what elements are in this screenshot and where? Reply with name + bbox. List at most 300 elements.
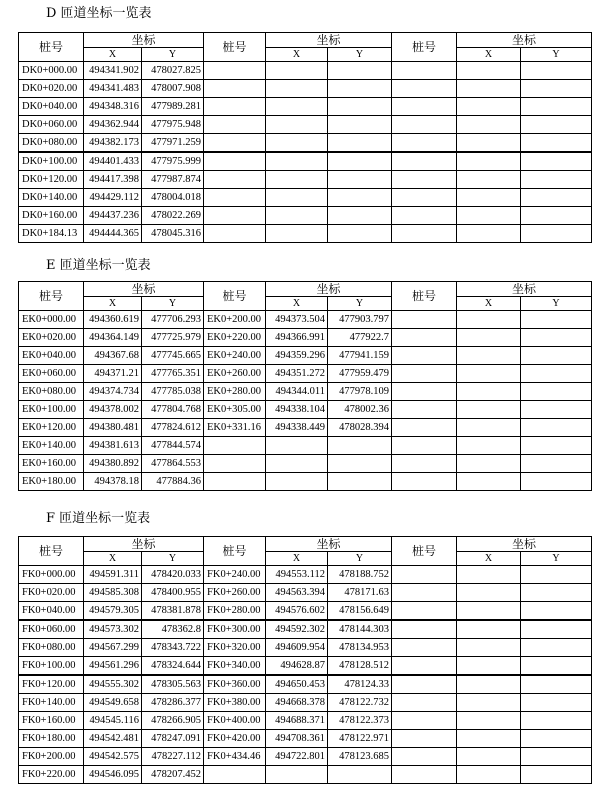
- x-cell: 494378.002: [84, 401, 142, 419]
- stake-cell: EK0+160.00: [19, 455, 84, 473]
- empty-cell: [521, 98, 592, 116]
- empty-cell: [521, 365, 592, 383]
- empty-cell: [392, 329, 457, 347]
- stake-cell: FK0+400.00: [204, 712, 266, 730]
- empty-cell: [457, 748, 521, 766]
- stake-cell: FK0+300.00: [204, 620, 266, 639]
- stake-cell: FK0+260.00: [204, 584, 266, 602]
- x-cell: 494381.613: [84, 437, 142, 455]
- empty-cell: [392, 152, 457, 171]
- y-cell: 478247.091: [142, 730, 204, 748]
- stake-cell: DK0+120.00: [19, 171, 84, 189]
- empty-cell: [457, 473, 521, 491]
- stake-cell: [204, 80, 266, 98]
- y-cell: 478122.373: [328, 712, 392, 730]
- x-cell: 494555.302: [84, 675, 142, 694]
- coord-header: 坐标: [84, 282, 204, 297]
- table-row: [19, 171, 592, 189]
- empty-cell: [392, 347, 457, 365]
- stake-cell: DK0+080.00: [19, 134, 84, 153]
- empty-cell: [392, 455, 457, 473]
- x-cell: [266, 225, 328, 243]
- empty-cell: [457, 602, 521, 621]
- y-cell: 478362.8: [142, 620, 204, 639]
- empty-cell: [457, 225, 521, 243]
- table-row: [19, 657, 592, 676]
- stake-cell: FK0+340.00: [204, 657, 266, 676]
- x-cell: 494380.481: [84, 419, 142, 437]
- table-row: [19, 80, 592, 98]
- y-cell: 478124.33: [328, 675, 392, 694]
- x-cell: 494364.149: [84, 329, 142, 347]
- empty-cell: [457, 62, 521, 80]
- table-row: [19, 98, 592, 116]
- table-row: [19, 584, 592, 602]
- stake-header: 桩号: [392, 537, 457, 566]
- x-cell: 494374.734: [84, 383, 142, 401]
- empty-cell: [521, 383, 592, 401]
- empty-cell: [457, 584, 521, 602]
- y-cell: [328, 134, 392, 153]
- table-row: [19, 712, 592, 730]
- stake-cell: FK0+020.00: [19, 584, 84, 602]
- y-cell: 477804.768: [142, 401, 204, 419]
- x-cell: [266, 207, 328, 225]
- stake-cell: FK0+180.00: [19, 730, 84, 748]
- x-cell: 494359.296: [266, 347, 328, 365]
- x-cell: 494373.504: [266, 311, 328, 329]
- x-header: X: [84, 48, 142, 62]
- x-cell: 494341.902: [84, 62, 142, 80]
- y-cell: 478002.36: [328, 401, 392, 419]
- stake-header: 桩号: [204, 282, 266, 311]
- table-row: [19, 365, 592, 383]
- y-cell: 478004.018: [142, 189, 204, 207]
- y-cell: 477745.665: [142, 347, 204, 365]
- stake-header: 桩号: [392, 33, 457, 62]
- table-row: [19, 225, 592, 243]
- empty-cell: [457, 189, 521, 207]
- x-cell: 494362.944: [84, 116, 142, 134]
- y-cell: 478381.878: [142, 602, 204, 621]
- empty-cell: [521, 207, 592, 225]
- coord-header: 坐标: [266, 33, 392, 48]
- y-cell: [328, 766, 392, 784]
- x-cell: 494585.308: [84, 584, 142, 602]
- y-cell: 478343.722: [142, 639, 204, 657]
- y-header: Y: [328, 48, 392, 62]
- empty-cell: [521, 419, 592, 437]
- y-cell: [328, 473, 392, 491]
- y-cell: 478122.971: [328, 730, 392, 748]
- empty-cell: [521, 401, 592, 419]
- empty-cell: [457, 152, 521, 171]
- y-cell: 478266.905: [142, 712, 204, 730]
- x-cell: 494549.658: [84, 694, 142, 712]
- y-cell: [328, 171, 392, 189]
- stake-cell: FK0+320.00: [204, 639, 266, 657]
- stake-cell: [204, 455, 266, 473]
- y-cell: 477844.574: [142, 437, 204, 455]
- x-cell: 494348.316: [84, 98, 142, 116]
- table-row: [19, 730, 592, 748]
- stake-cell: EK0+040.00: [19, 347, 84, 365]
- table-row: [19, 566, 592, 584]
- table-row: [19, 189, 592, 207]
- empty-cell: [521, 473, 592, 491]
- y-cell: [328, 152, 392, 171]
- x-cell: 494341.483: [84, 80, 142, 98]
- table-row: [19, 620, 592, 639]
- x-cell: 494688.371: [266, 712, 328, 730]
- empty-cell: [457, 566, 521, 584]
- x-cell: 494573.302: [84, 620, 142, 639]
- stake-cell: EK0+260.00: [204, 365, 266, 383]
- table-row: [19, 639, 592, 657]
- table-row: [19, 152, 592, 171]
- y-header: Y: [521, 552, 592, 566]
- x-header: X: [266, 297, 328, 311]
- empty-cell: [521, 80, 592, 98]
- x-cell: 494722.801: [266, 748, 328, 766]
- x-header: X: [84, 297, 142, 311]
- empty-cell: [521, 455, 592, 473]
- empty-cell: [457, 311, 521, 329]
- table-row: [19, 602, 592, 621]
- x-cell: 494592.302: [266, 620, 328, 639]
- y-cell: [328, 80, 392, 98]
- empty-cell: [457, 675, 521, 694]
- x-header: X: [84, 552, 142, 566]
- y-cell: 478028.394: [328, 419, 392, 437]
- y-cell: 478144.303: [328, 620, 392, 639]
- x-cell: [266, 437, 328, 455]
- empty-cell: [521, 311, 592, 329]
- x-cell: 494563.394: [266, 584, 328, 602]
- x-cell: 494437.236: [84, 207, 142, 225]
- y-cell: 477864.553: [142, 455, 204, 473]
- stake-cell: [204, 473, 266, 491]
- y-cell: 478420.033: [142, 566, 204, 584]
- x-cell: [266, 80, 328, 98]
- empty-cell: [392, 730, 457, 748]
- stake-cell: [204, 62, 266, 80]
- stake-cell: EK0+240.00: [204, 347, 266, 365]
- empty-cell: [392, 189, 457, 207]
- stake-cell: [204, 116, 266, 134]
- x-cell: 494561.296: [84, 657, 142, 676]
- y-cell: 478400.955: [142, 584, 204, 602]
- y-cell: 478027.825: [142, 62, 204, 80]
- empty-cell: [392, 419, 457, 437]
- stake-cell: [204, 98, 266, 116]
- y-cell: 477824.612: [142, 419, 204, 437]
- table-row: [19, 383, 592, 401]
- empty-cell: [521, 602, 592, 621]
- empty-cell: [521, 437, 592, 455]
- empty-cell: [457, 116, 521, 134]
- stake-header: 桩号: [204, 537, 266, 566]
- y-cell: 478207.452: [142, 766, 204, 784]
- y-cell: 478286.377: [142, 694, 204, 712]
- coord-header: 坐标: [457, 33, 592, 48]
- empty-cell: [392, 98, 457, 116]
- y-header: Y: [521, 297, 592, 311]
- table-row: [19, 473, 592, 491]
- x-cell: 494401.433: [84, 152, 142, 171]
- table-f-title: F 匝道坐标一览表: [46, 511, 151, 526]
- x-cell: 494367.68: [84, 347, 142, 365]
- stake-cell: EK0+280.00: [204, 383, 266, 401]
- x-cell: 494344.011: [266, 383, 328, 401]
- x-cell: 494338.104: [266, 401, 328, 419]
- empty-cell: [521, 152, 592, 171]
- empty-cell: [392, 207, 457, 225]
- stake-header: 桩号: [392, 282, 457, 311]
- table-row: [19, 419, 592, 437]
- y-cell: 478156.649: [328, 602, 392, 621]
- y-cell: 478324.644: [142, 657, 204, 676]
- empty-cell: [392, 171, 457, 189]
- empty-cell: [457, 134, 521, 153]
- x-cell: 494609.954: [266, 639, 328, 657]
- x-cell: [266, 98, 328, 116]
- empty-cell: [521, 116, 592, 134]
- empty-cell: [392, 694, 457, 712]
- coord-header: 坐标: [266, 537, 392, 552]
- y-cell: 477978.109: [328, 383, 392, 401]
- coord-header: 坐标: [84, 33, 204, 48]
- x-cell: 494338.449: [266, 419, 328, 437]
- empty-cell: [392, 712, 457, 730]
- x-cell: [266, 116, 328, 134]
- stake-cell: EK0+305.00: [204, 401, 266, 419]
- y-cell: 477765.351: [142, 365, 204, 383]
- y-cell: 477971.259: [142, 134, 204, 153]
- stake-cell: DK0+000.00: [19, 62, 84, 80]
- x-cell: [266, 134, 328, 153]
- empty-cell: [521, 225, 592, 243]
- y-cell: 477975.948: [142, 116, 204, 134]
- x-cell: 494708.361: [266, 730, 328, 748]
- stake-cell: EK0+220.00: [204, 329, 266, 347]
- stake-cell: [204, 766, 266, 784]
- x-cell: 494668.378: [266, 694, 328, 712]
- empty-cell: [521, 657, 592, 676]
- empty-cell: [521, 730, 592, 748]
- stake-cell: FK0+000.00: [19, 566, 84, 584]
- table-row: [19, 207, 592, 225]
- y-cell: 478134.953: [328, 639, 392, 657]
- stake-cell: FK0+040.00: [19, 602, 84, 621]
- x-cell: 494546.095: [84, 766, 142, 784]
- x-cell: 494553.112: [266, 566, 328, 584]
- x-cell: [266, 62, 328, 80]
- table-e-title: E 匝道坐标一览表: [46, 258, 151, 273]
- y-cell: 477725.979: [142, 329, 204, 347]
- empty-cell: [392, 365, 457, 383]
- stake-cell: FK0+100.00: [19, 657, 84, 676]
- stake-cell: EK0+080.00: [19, 383, 84, 401]
- y-cell: [328, 98, 392, 116]
- stake-cell: FK0+380.00: [204, 694, 266, 712]
- y-cell: 477903.797: [328, 311, 392, 329]
- table-row: [19, 116, 592, 134]
- x-header: X: [457, 48, 521, 62]
- y-cell: [328, 207, 392, 225]
- stake-cell: FK0+220.00: [19, 766, 84, 784]
- x-cell: 494378.18: [84, 473, 142, 491]
- y-cell: 477989.281: [142, 98, 204, 116]
- x-cell: [266, 189, 328, 207]
- empty-cell: [521, 584, 592, 602]
- empty-cell: [521, 347, 592, 365]
- y-header: Y: [328, 552, 392, 566]
- x-cell: [266, 171, 328, 189]
- empty-cell: [392, 225, 457, 243]
- stake-cell: EK0+100.00: [19, 401, 84, 419]
- x-cell: 494360.619: [84, 311, 142, 329]
- y-cell: [328, 116, 392, 134]
- empty-cell: [392, 602, 457, 621]
- stake-cell: EK0+000.00: [19, 311, 84, 329]
- empty-cell: [392, 657, 457, 676]
- stake-header: 桩号: [204, 33, 266, 62]
- stake-cell: [204, 152, 266, 171]
- x-cell: [266, 766, 328, 784]
- y-cell: 477884.36: [142, 473, 204, 491]
- y-cell: 477785.038: [142, 383, 204, 401]
- x-header: X: [457, 552, 521, 566]
- stake-cell: EK0+331.16: [204, 419, 266, 437]
- x-cell: [266, 152, 328, 171]
- stake-cell: FK0+434.46: [204, 748, 266, 766]
- empty-cell: [392, 401, 457, 419]
- empty-cell: [392, 639, 457, 657]
- stake-cell: DK0+060.00: [19, 116, 84, 134]
- empty-cell: [521, 675, 592, 694]
- x-cell: 494542.481: [84, 730, 142, 748]
- stake-cell: FK0+280.00: [204, 602, 266, 621]
- empty-cell: [457, 437, 521, 455]
- table-e: [18, 281, 592, 491]
- empty-cell: [392, 62, 457, 80]
- stake-cell: DK0+040.00: [19, 98, 84, 116]
- stake-cell: [204, 207, 266, 225]
- x-cell: 494650.453: [266, 675, 328, 694]
- empty-cell: [457, 712, 521, 730]
- table-d: [18, 32, 592, 243]
- empty-cell: [392, 566, 457, 584]
- stake-cell: FK0+080.00: [19, 639, 84, 657]
- empty-cell: [457, 639, 521, 657]
- empty-cell: [521, 329, 592, 347]
- stake-cell: FK0+420.00: [204, 730, 266, 748]
- y-cell: 478305.563: [142, 675, 204, 694]
- empty-cell: [521, 134, 592, 153]
- empty-cell: [392, 437, 457, 455]
- y-cell: [328, 455, 392, 473]
- y-cell: [328, 437, 392, 455]
- y-cell: 477941.159: [328, 347, 392, 365]
- table-row: [19, 766, 592, 784]
- stake-cell: FK0+120.00: [19, 675, 84, 694]
- stake-cell: FK0+160.00: [19, 712, 84, 730]
- empty-cell: [457, 383, 521, 401]
- empty-cell: [521, 566, 592, 584]
- y-cell: 478123.685: [328, 748, 392, 766]
- coord-header: 坐标: [84, 537, 204, 552]
- stake-cell: EK0+140.00: [19, 437, 84, 455]
- table-row: [19, 347, 592, 365]
- stake-cell: DK0+020.00: [19, 80, 84, 98]
- empty-cell: [457, 620, 521, 639]
- table-row: [19, 62, 592, 80]
- x-cell: 494366.991: [266, 329, 328, 347]
- empty-cell: [457, 455, 521, 473]
- x-cell: 494545.116: [84, 712, 142, 730]
- empty-cell: [521, 620, 592, 639]
- stake-header: 桩号: [19, 33, 84, 62]
- x-cell: 494371.21: [84, 365, 142, 383]
- y-cell: 478022.269: [142, 207, 204, 225]
- coord-header: 坐标: [457, 282, 592, 297]
- y-cell: 478122.732: [328, 694, 392, 712]
- empty-cell: [392, 116, 457, 134]
- x-cell: 494351.272: [266, 365, 328, 383]
- empty-cell: [392, 80, 457, 98]
- x-cell: 494579.305: [84, 602, 142, 621]
- x-cell: 494628.87: [266, 657, 328, 676]
- x-cell: 494567.299: [84, 639, 142, 657]
- x-cell: 494380.892: [84, 455, 142, 473]
- empty-cell: [457, 80, 521, 98]
- empty-cell: [457, 207, 521, 225]
- empty-cell: [457, 730, 521, 748]
- empty-cell: [457, 401, 521, 419]
- stake-cell: [204, 189, 266, 207]
- stake-cell: [204, 437, 266, 455]
- empty-cell: [392, 620, 457, 639]
- y-header: Y: [142, 297, 204, 311]
- table-row: [19, 401, 592, 419]
- empty-cell: [457, 329, 521, 347]
- x-cell: 494542.575: [84, 748, 142, 766]
- stake-header: 桩号: [19, 537, 84, 566]
- x-cell: 494576.602: [266, 602, 328, 621]
- x-header: X: [266, 48, 328, 62]
- x-header: X: [266, 552, 328, 566]
- empty-cell: [392, 311, 457, 329]
- table-row: [19, 455, 592, 473]
- x-cell: 494417.398: [84, 171, 142, 189]
- stake-cell: FK0+140.00: [19, 694, 84, 712]
- empty-cell: [392, 473, 457, 491]
- table-row: [19, 437, 592, 455]
- y-cell: [328, 189, 392, 207]
- y-cell: [328, 62, 392, 80]
- empty-cell: [457, 694, 521, 712]
- y-cell: 477975.999: [142, 152, 204, 171]
- empty-cell: [392, 748, 457, 766]
- y-cell: 477959.479: [328, 365, 392, 383]
- stake-cell: EK0+180.00: [19, 473, 84, 491]
- empty-cell: [457, 347, 521, 365]
- empty-cell: [457, 419, 521, 437]
- y-cell: 477987.874: [142, 171, 204, 189]
- table-row: [19, 675, 592, 694]
- empty-cell: [392, 766, 457, 784]
